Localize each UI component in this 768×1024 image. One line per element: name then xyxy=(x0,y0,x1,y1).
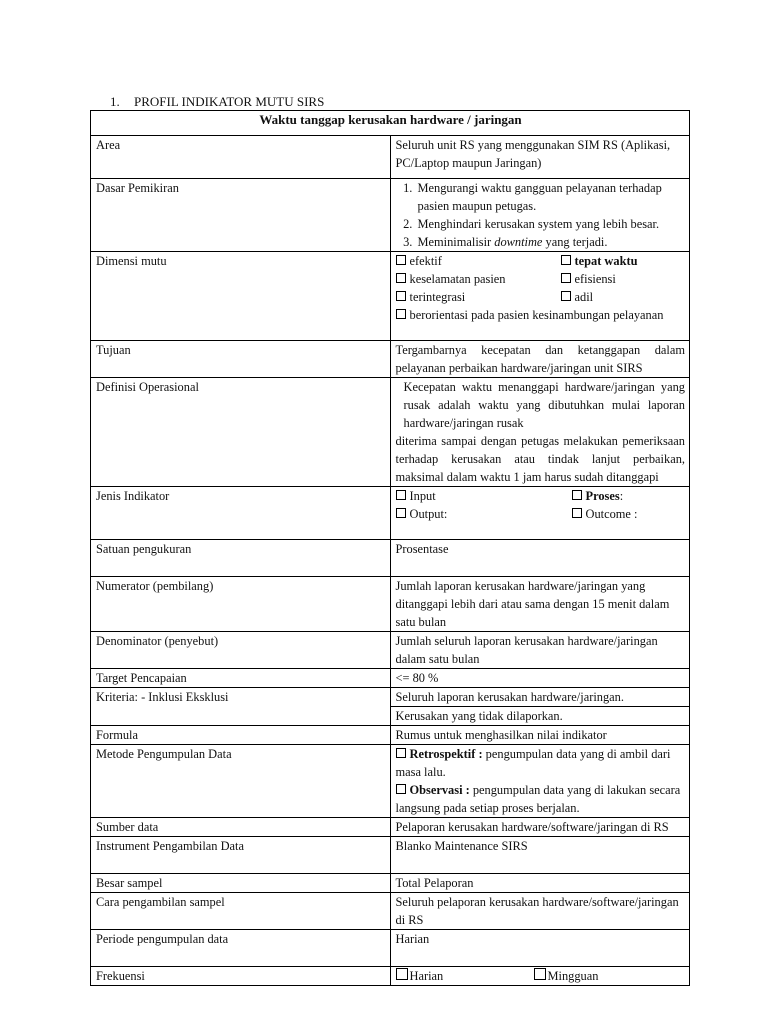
row-label: Target Pencapaian xyxy=(91,669,391,688)
table-row xyxy=(91,818,690,837)
table-title: Waktu tanggap kerusakan hardware / jaringan xyxy=(91,111,690,136)
table-row xyxy=(91,874,690,893)
row-value xyxy=(390,378,690,487)
option-text: pengumpulan data yang di ambil dari masa lalu. xyxy=(395,747,671,779)
heading-text: PROFIL INDIKATOR MUTU SIRS xyxy=(134,94,325,109)
table-row xyxy=(91,837,690,874)
option-label: Harian xyxy=(409,969,444,983)
section-heading xyxy=(110,93,324,111)
option-label: tepat waktu xyxy=(574,254,638,268)
option-label: keselamatan pasien xyxy=(409,272,506,286)
row-value xyxy=(390,745,690,818)
list-item: 2. Menghindari kerusakan system yang lebih besar. xyxy=(416,215,686,233)
table-row xyxy=(91,378,690,487)
option-line xyxy=(396,288,686,306)
row-label: Formula xyxy=(91,726,391,745)
option-label: Outcome : xyxy=(585,507,638,521)
table-row xyxy=(91,688,690,707)
option-text: pengumpulan data yang di lakukan secara langsung pada setiap proses berjalan. xyxy=(395,783,681,815)
option-label: terintegrasi xyxy=(409,290,466,304)
row-label: Periode pengumpulan data xyxy=(91,930,391,967)
table-row xyxy=(91,540,690,577)
row-value: <= 80 % xyxy=(390,669,690,688)
table-row xyxy=(91,252,690,341)
row-label: Metode Pengumpulan Data xyxy=(91,745,391,818)
row-label: Definisi Operasional xyxy=(91,378,391,487)
list-item-text: yang terjadi. xyxy=(542,235,608,249)
checkbox-icon[interactable] xyxy=(561,255,571,265)
definisi-line-1: Kecepatan waktu menanggapi hardware/jaringan yang rusak adalah waktu yang dibutuhkan mulai laporan hardware/jaringan rusak xyxy=(403,380,685,430)
option-line xyxy=(396,745,686,781)
row-label: Sumber data xyxy=(91,818,391,837)
checkbox-icon[interactable] xyxy=(396,968,408,980)
row-value: Tergambarnya kecepatan dan ketanggapan dalam pelayanan perbaikan hardware/jaringan unit SIRS xyxy=(390,341,690,378)
option-line xyxy=(396,781,686,817)
row-value xyxy=(390,179,690,252)
table-row xyxy=(91,111,690,136)
option-label: Observasi : xyxy=(409,783,470,797)
table-row xyxy=(91,669,690,688)
row-value: Blanko Maintenance SIRS xyxy=(390,837,690,874)
row-label: Satuan pengukuran xyxy=(91,540,391,577)
checkbox-icon[interactable] xyxy=(572,508,582,518)
option-suffix: : xyxy=(619,489,624,503)
option-label: Input xyxy=(409,489,436,503)
row-value: Kerusakan yang tidak dilaporkan. xyxy=(390,707,690,726)
checkbox-icon[interactable] xyxy=(396,255,406,265)
option-label: Retrospektif : xyxy=(409,747,483,761)
option-label: Proses xyxy=(585,489,620,503)
row-value xyxy=(390,252,690,341)
table-row xyxy=(91,893,690,930)
row-value xyxy=(390,967,690,986)
row-value: Jumlah laporan kerusakan hardware/jaringan yang ditanggapi lebih dari atau sama dengan 15 menit dalam satu bulan xyxy=(390,577,690,632)
row-label: Area xyxy=(91,136,391,179)
checkbox-icon[interactable] xyxy=(396,508,406,518)
heading-number: 1. xyxy=(110,94,120,109)
checkbox-icon[interactable] xyxy=(396,784,406,794)
checkbox-icon[interactable] xyxy=(561,291,571,301)
option-line xyxy=(396,505,686,523)
row-label: Kriteria: - Inklusi Eksklusi xyxy=(91,688,391,726)
checkbox-icon[interactable] xyxy=(396,273,406,283)
row-value: Rumus untuk menghasilkan nilai indikator xyxy=(390,726,690,745)
option-line xyxy=(396,252,686,270)
checkbox-icon[interactable] xyxy=(572,490,582,500)
checkbox-icon[interactable] xyxy=(396,490,406,500)
option-line xyxy=(396,967,686,985)
checkbox-icon[interactable] xyxy=(534,968,546,980)
option-label: berorientasi pada pasien kesinambungan pelayanan xyxy=(409,308,664,322)
list-item: 1. Mengurangi waktu gangguan pelayanan terhadap pasien maupun petugas. xyxy=(416,179,686,215)
row-label: Denominator (penyebut) xyxy=(91,632,391,669)
row-label: Dimensi mutu xyxy=(91,252,391,341)
table-row xyxy=(91,745,690,818)
row-label: Numerator (pembilang) xyxy=(91,577,391,632)
table-row xyxy=(91,136,690,179)
table-row xyxy=(91,726,690,745)
checkbox-icon[interactable] xyxy=(396,748,406,758)
option-line xyxy=(396,270,686,288)
row-value: Harian xyxy=(390,930,690,967)
row-label: Cara pengambilan sampel xyxy=(91,893,391,930)
row-value: Total Pelaporan xyxy=(390,874,690,893)
row-label: Besar sampel xyxy=(91,874,391,893)
table-row xyxy=(91,967,690,986)
row-label: Dasar Pemikiran xyxy=(91,179,391,252)
row-label: Instrument Pengambilan Data xyxy=(91,837,391,874)
row-label: Jenis Indikator xyxy=(91,487,391,540)
row-value xyxy=(390,487,690,540)
checkbox-icon[interactable] xyxy=(396,291,406,301)
option-label: efektif xyxy=(409,254,442,268)
option-label: Mingguan xyxy=(547,969,599,983)
option-label: efisiensi xyxy=(574,272,616,286)
option-label: adil xyxy=(574,290,594,304)
dasar-list xyxy=(396,179,686,251)
table-row xyxy=(91,179,690,252)
table-row xyxy=(91,930,690,967)
row-value: Seluruh unit RS yang menggunakan SIM RS (Aplikasi, PC/Laptop maupun Jaringan) xyxy=(390,136,690,179)
table-row xyxy=(91,577,690,632)
table-row xyxy=(91,632,690,669)
definisi-line-2: diterima sampai dengan petugas melakukan pemeriksaan terhadap kerusakan atau tindak lanjut perbaikan, maksimal dalam waktu 1 jam harus sudah ditanggapi xyxy=(395,434,685,484)
list-item-text: Meminimalisir xyxy=(417,235,495,249)
option-label: Output: xyxy=(409,507,448,521)
checkbox-icon[interactable] xyxy=(396,309,406,319)
option-line xyxy=(396,306,686,324)
indicator-profile-table xyxy=(90,110,690,986)
list-item xyxy=(416,233,686,251)
row-value: Seluruh pelaporan kerusakan hardware/software/jaringan di RS xyxy=(390,893,690,930)
option-line xyxy=(396,487,686,505)
list-item-italic: downtime xyxy=(494,235,543,249)
row-label: Tujuan xyxy=(91,341,391,378)
row-label: Frekuensi xyxy=(91,967,391,986)
table-row xyxy=(91,341,690,378)
row-value: Jumlah seluruh laporan kerusakan hardware/jaringan dalam satu bulan xyxy=(390,632,690,669)
row-value: Seluruh laporan kerusakan hardware/jaringan. xyxy=(390,688,690,707)
table-row xyxy=(91,487,690,540)
row-value: Pelaporan kerusakan hardware/software/jaringan di RS xyxy=(390,818,690,837)
checkbox-icon[interactable] xyxy=(561,273,571,283)
row-value: Prosentase xyxy=(390,540,690,577)
